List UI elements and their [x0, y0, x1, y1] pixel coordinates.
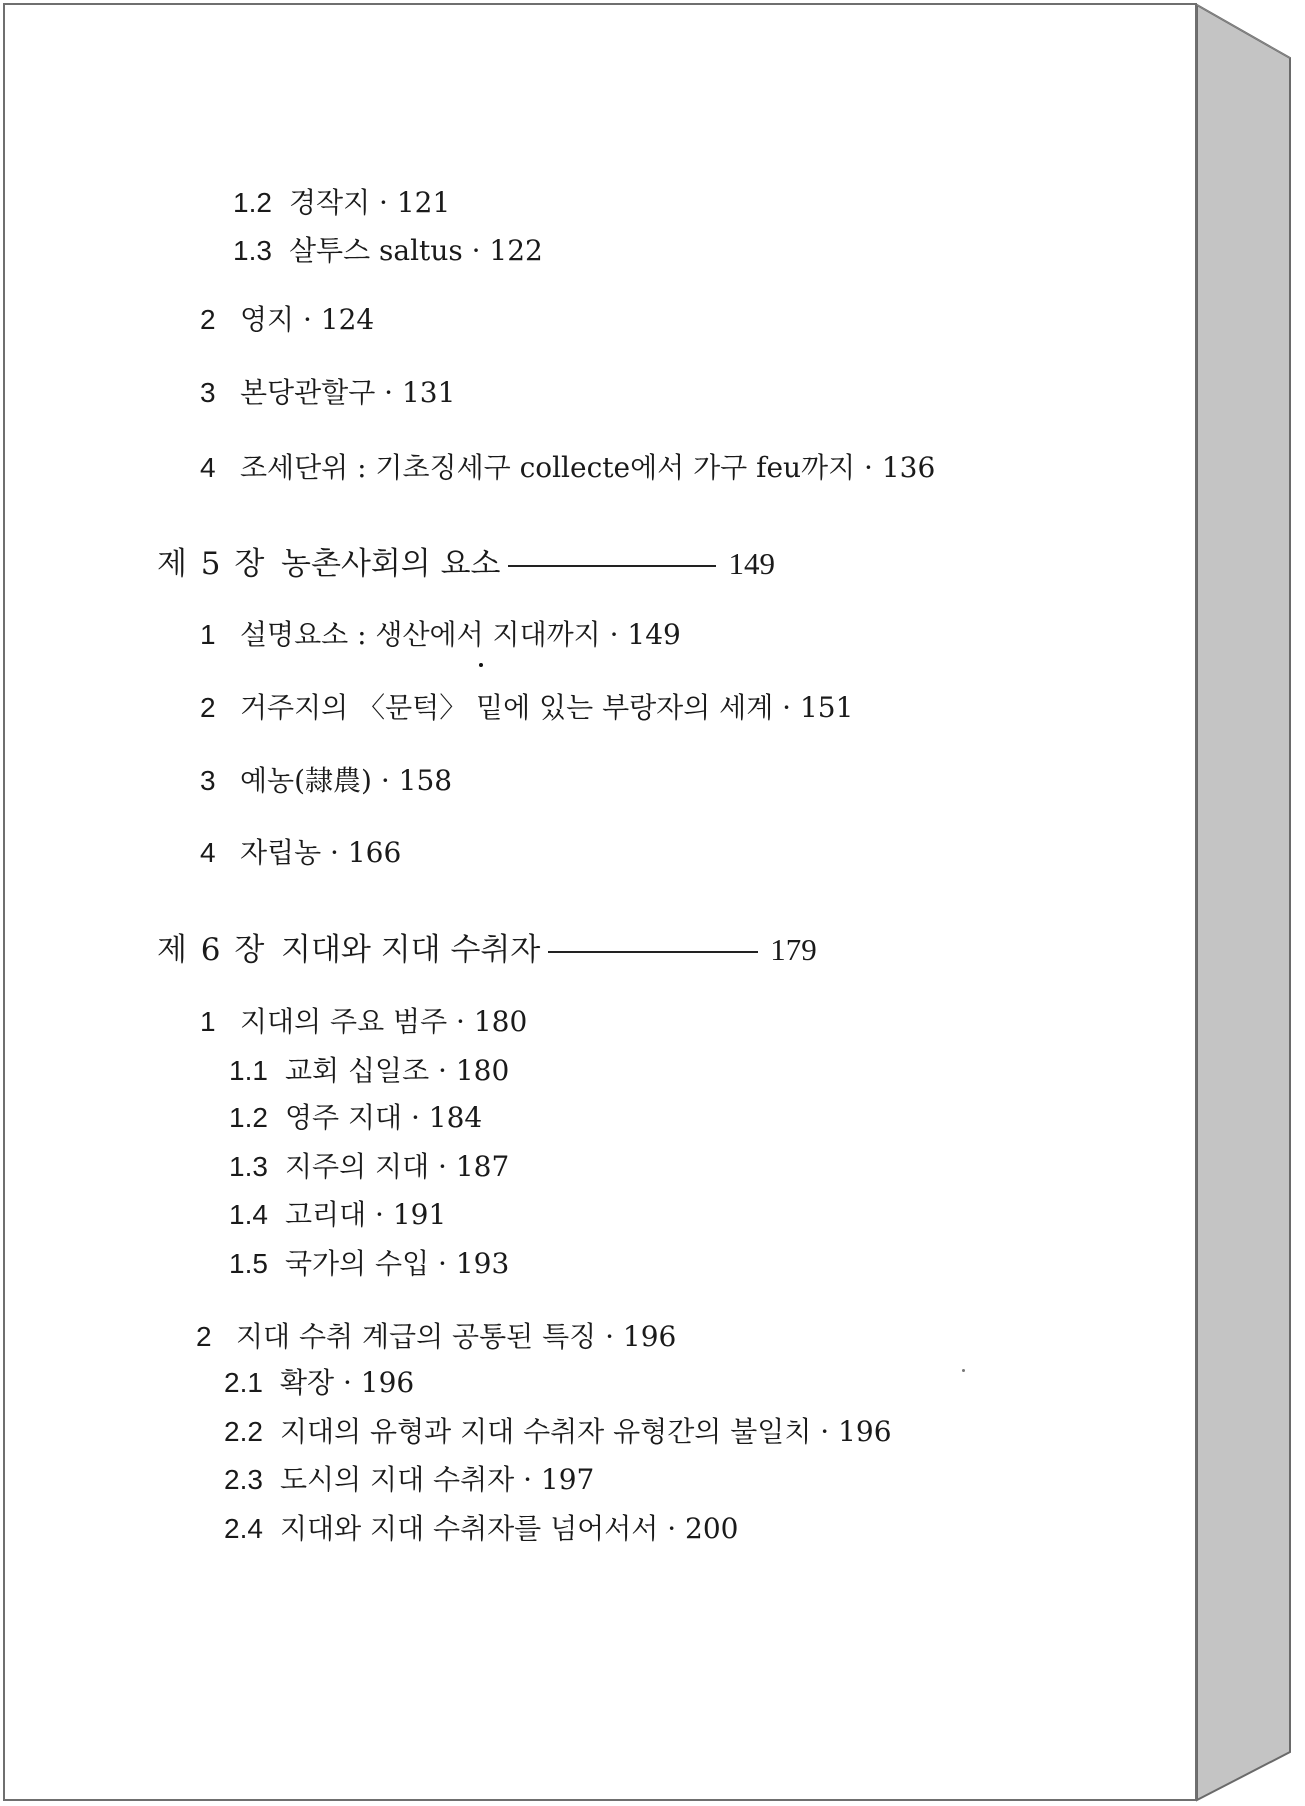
toc-entry-number: 1 [200, 1006, 216, 1037]
toc-entry-title: 국가의 수입 · 193 [285, 1247, 510, 1280]
toc-entry-title: 교회 십일조 · 180 [285, 1054, 510, 1087]
toc-entry-number: 1.5 [229, 1248, 268, 1279]
toc-entry [233, 234, 543, 268]
toc-entry-number: 1.1 [229, 1055, 268, 1086]
toc-entry-title: 조세단위 : 기초징세구 collecte에서 가구 feu까지 · 136 [240, 451, 936, 484]
toc-entry-title: 예농(隷農) · 158 [240, 764, 453, 797]
toc-entry [229, 1101, 482, 1135]
toc-entry [200, 376, 455, 410]
toc-entry-title: 거주지의 〈문턱〉 밑에 있는 부랑자의 세계 · 151 [240, 691, 854, 724]
toc-entry [224, 1463, 594, 1497]
toc-entry-number: 3 [200, 377, 216, 408]
chapter-label: 제 6 장 [157, 932, 267, 968]
chapter-page: 179 [770, 932, 817, 967]
speck [962, 1369, 965, 1372]
toc-entry-number: 2 [200, 692, 216, 723]
toc-entry [229, 1054, 509, 1088]
toc-entry [200, 836, 401, 870]
toc-entry [200, 764, 452, 798]
toc-entry-number: 1.4 [229, 1199, 268, 1230]
toc-entry [233, 186, 450, 220]
toc-entry-number: 2.3 [224, 1464, 263, 1495]
toc-entry [200, 451, 935, 485]
toc-entry-title: 설명요소 : 생산에서 지대까지 · 149 [240, 618, 681, 651]
toc-entry [200, 303, 374, 337]
toc-entry-title: 영주 지대 · 184 [285, 1101, 483, 1134]
speck [479, 663, 483, 667]
leader-rule [548, 951, 758, 953]
toc-entry-title: 지대의 주요 범주 · 180 [240, 1005, 528, 1038]
toc-entry-title: 도시의 지대 수취자 · 197 [280, 1463, 595, 1496]
toc-entry-number: 2.1 [224, 1367, 263, 1398]
toc-entry-title: 지대와 지대 수취자를 넘어서서 · 200 [280, 1512, 739, 1545]
toc-entry [196, 1320, 676, 1354]
chapter-label: 제 5 장 [157, 546, 267, 582]
toc-entry-title: 영지 · 124 [240, 303, 375, 336]
toc-entry-title: 자립농 · 166 [240, 836, 402, 869]
toc-entry [200, 691, 853, 725]
toc-entry-title: 경작지 · 121 [289, 186, 451, 219]
toc-entry-title: 지대의 유형과 지대 수취자 유형간의 불일치 · 196 [280, 1415, 892, 1448]
toc-entry-title: 지주의 지대 · 187 [285, 1150, 510, 1183]
toc-entry-number: 2.4 [224, 1513, 263, 1544]
chapter-title: 지대와 지대 수취자 [281, 932, 541, 968]
toc-entry-number: 2 [196, 1321, 212, 1352]
toc-entry-number: 1.2 [229, 1102, 268, 1133]
toc-entry-number: 1.3 [233, 235, 272, 266]
toc-entry-number: 1 [200, 619, 216, 650]
toc-entry-title: 본당관할구 · 131 [240, 376, 456, 409]
toc-chapter-heading [157, 547, 775, 581]
chapter-page: 149 [728, 546, 775, 581]
toc-chapter-heading [157, 933, 817, 967]
toc-entry-number: 2.2 [224, 1416, 263, 1447]
toc-entry-number: 3 [200, 765, 216, 796]
toc-entry [224, 1415, 892, 1449]
toc-entry [229, 1247, 509, 1281]
chapter-title: 농촌사회의 요소 [281, 546, 501, 582]
toc-entry-title: 살투스 saltus · 122 [289, 234, 543, 267]
toc-entry [229, 1198, 446, 1232]
toc-entry-number: 1.3 [229, 1151, 268, 1182]
toc-entry-title: 지대 수취 계급의 공통된 특징 · 196 [236, 1320, 677, 1353]
toc-entry-number: 2 [200, 304, 216, 335]
toc-entry-number: 4 [200, 452, 216, 483]
toc-entry [200, 618, 681, 652]
toc-entry [200, 1005, 527, 1039]
toc-entry [224, 1366, 414, 1400]
toc-entry-title: 고리대 · 191 [285, 1198, 447, 1231]
toc-entry [229, 1150, 509, 1184]
toc-entry [224, 1512, 738, 1546]
toc-entry-title: 확장 · 196 [280, 1366, 415, 1399]
toc-entry-number: 4 [200, 837, 216, 868]
toc-entry-number: 1.2 [233, 187, 272, 218]
leader-rule [508, 565, 716, 567]
